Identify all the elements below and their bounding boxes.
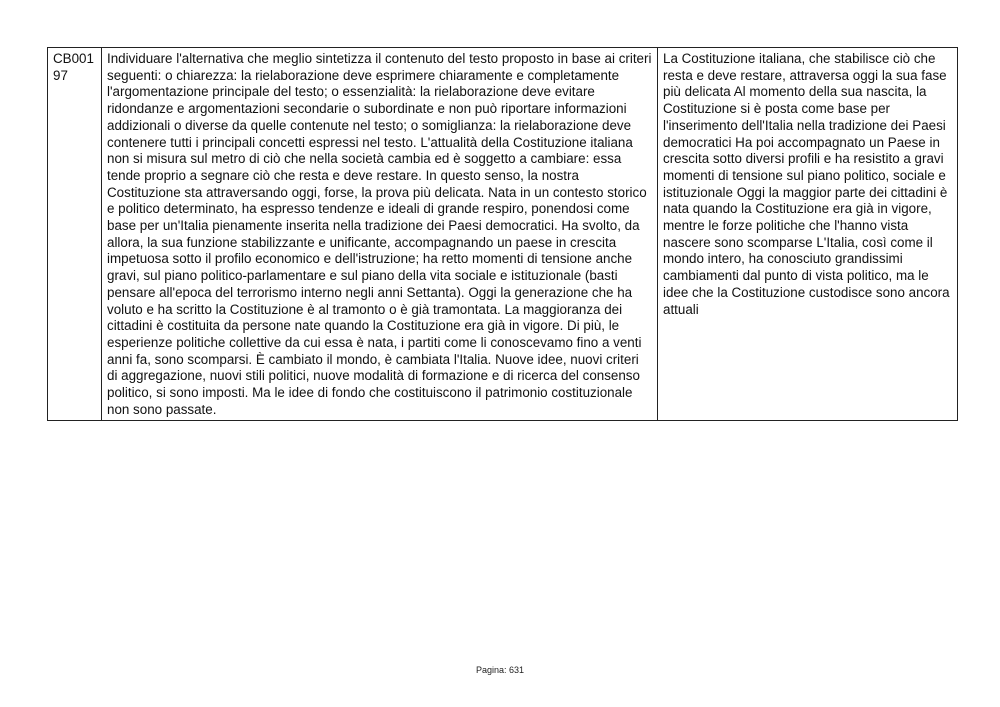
question-id-cell: CB00197 <box>48 48 102 421</box>
table-row <box>48 48 958 421</box>
answer-text-cell: La Costituzione italiana, che stabilisce ciò che resta e deve restare, attraversa oggi la sua fase più delicata Al momento della sua nascita, la Costituzione si è posta come base per l'inserimento dell'Italia nella tradizione dei Paesi democratici Ha poi accompagnato un Paese in crescita sotto diversi profili e ha resistito a gravi momenti di tensione sul piano politico, sociale e istituzionale Oggi la maggior parte dei cittadini è nata quando la Costituzione era già in vigore, mentre le forze politiche che l'hanno vista nascere sono scomparse L'Italia, così come il mondo intero, ha conosciuto grandissimi cambiamenti dal punto di vista politico, ma le idee che la Costituzione custodisce sono ancora attuali <box>658 48 958 421</box>
question-text-cell: Individuare l'alternativa che meglio sintetizza il contenuto del testo proposto in base ai criteri seguenti: o chiarezza: la rielaborazione deve esprimere chiaramente e completamente l'argomentazione principale del testo; o essenzialità: la rielaborazione deve evitare ridondanze e argomentazioni secondarie o subordinate e non può riportare informazioni addizionali o diverse da quelle contenute nel testo; o somiglianza: la rielaborazione deve contenere tutti i principali concetti espressi nel testo. L'attualità della Costituzione italiana non si misura sul metro di ciò che nella società cambia ed è soggetto a cambiare: essa tende proprio a segnare ciò che resta e deve restare. In questo senso, la nostra Costituzione sta attraversando oggi, forse, la prova più delicata. Nata in un contesto storico e politico determinato, ha espresso tendenze e ideali di grande respiro, ponendosi come base per un'Italia pienamente inserita nella tradizione dei Paesi democratici. Ha svolto, da allora, la sua funzione stabilizzante e unificante, accompagnando un paese in crescita impetuosa sotto il profilo economico e dell'istruzione; ha retto momenti di tensione anche gravi, sul piano politico-parlamentare e sul piano della vita sociale e istituzionale (basti pensare all'epoca del terrorismo interno negli anni Settanta). Oggi la generazione che ha voluto e ha scritto la Costituzione è al tramonto o è già tramontata. La maggioranza dei cittadini è costituita da persone nate quando la Costituzione era già in vigore. Di più, le esperienze politiche collettive da cui essa è nata, i partiti come li conoscevamo fino a venti anni fa, sono scomparsi. È cambiato il mondo, è cambiata l'Italia. Nuove idee, nuovi criteri di aggregazione, nuovi stili politici, nuove modalità di formazione e di ricerca del consenso politico, si sono imposti. Ma le idee di fondo che costituiscono il patrimonio costituzionale non sono passate. <box>102 48 658 421</box>
question-table <box>47 47 958 421</box>
page-number: Pagina: 631 <box>475 665 525 675</box>
